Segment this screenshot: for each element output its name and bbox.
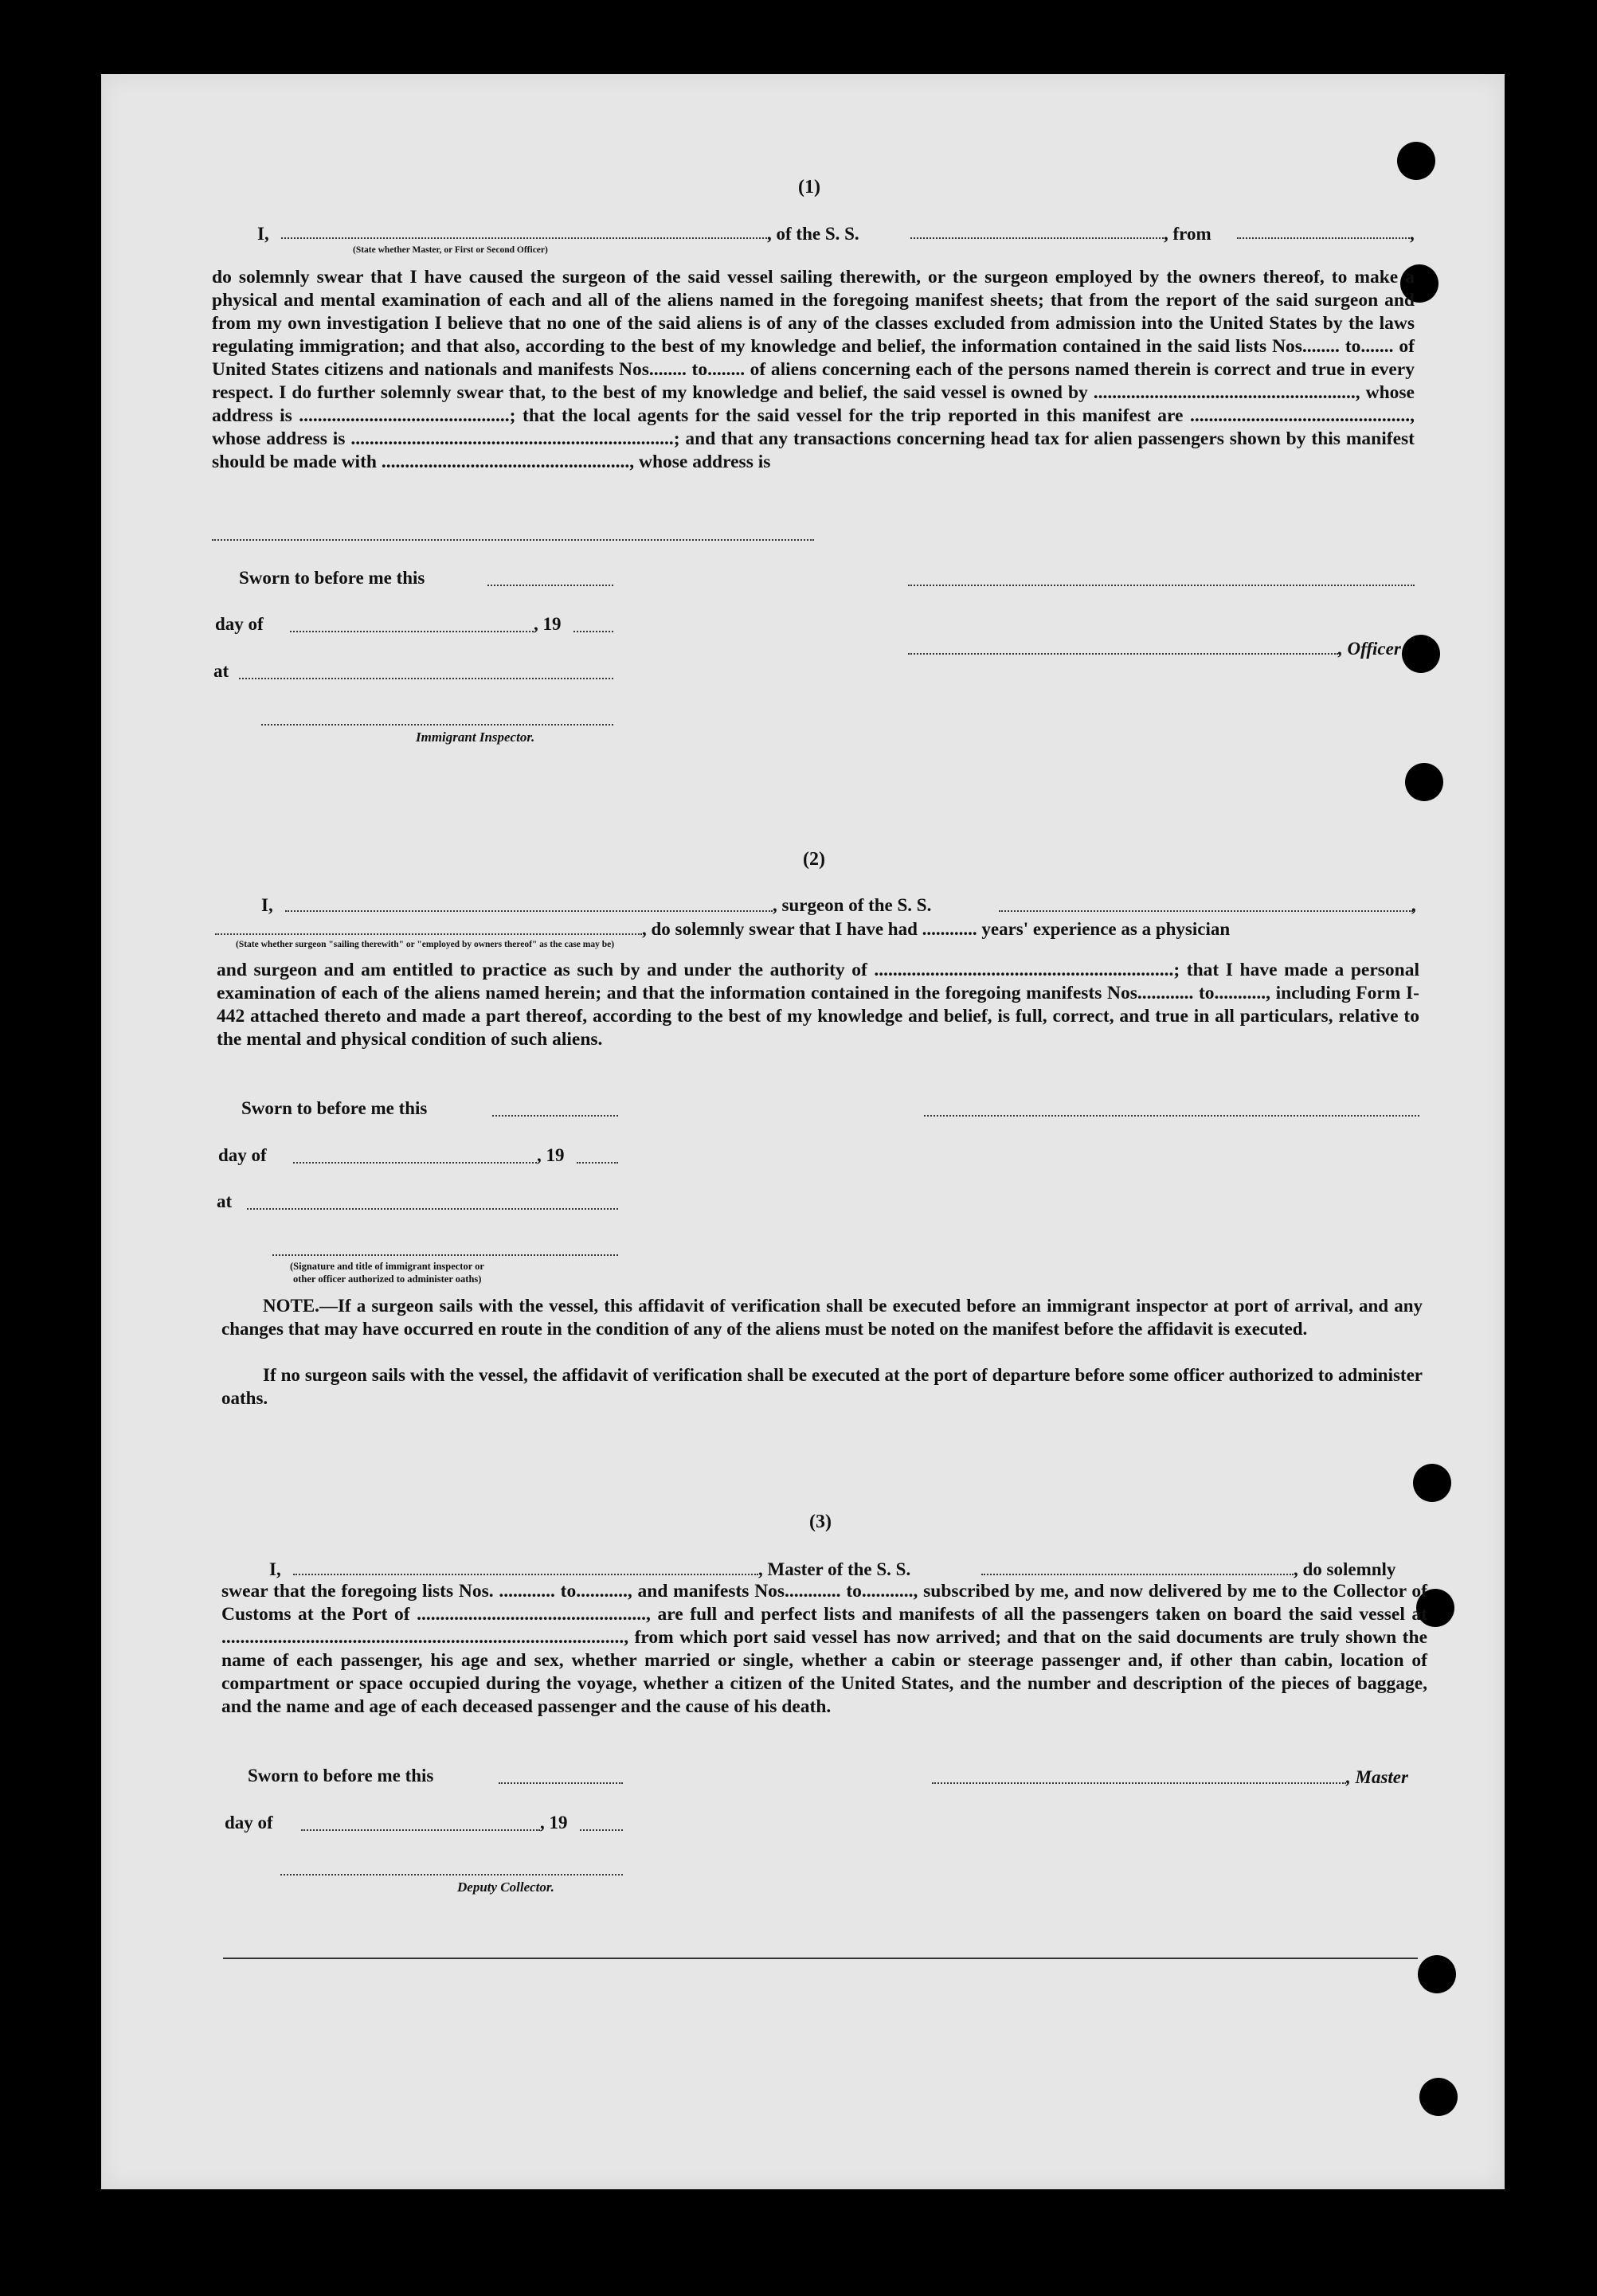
oath-line-i: I, — [269, 1559, 281, 1579]
section-1-paragraph: do solemnly swear that I have caused the surgeon of the said vessel sailing therewith, or the surgeon employed by the owners thereof, to make a physical and mental examination of each and all of the aliens named in the foregoing manifest sheets; that from the report of the said surgeon and from my own investigation I believe that no one of the said aliens is of any of the classes excluded from admission into the United States by the laws regulating immigration; and that also, according to the best of my knowledge and belief, the information contained in the said lists Nos........ to....... of United States citizens and nationals and manifests Nos........ to........ of aliens concerning each of the persons named therein is correct and true in every respect. I do further solemnly swear that, to the best of my knowledge and belief, the said vessel is owned by ........................................................, whose address is .............................................; that the local agents for the said vessel for the trip reported in this manifest are ..............................................., whose address is .....................................................................; and that any transactions concerning head tax for alien passengers shown by this manifest should be made with ....................................................., whose address is — [212, 267, 1415, 472]
blank-field — [577, 1162, 618, 1164]
blank-field — [212, 539, 814, 541]
punch-hole — [1402, 635, 1440, 673]
surgeon-caption: (State whether surgeon "sailing therewith" or "employed by owners thereof" as the case may be) — [236, 940, 615, 949]
blank-field — [285, 910, 773, 912]
punch-hole — [1405, 763, 1443, 801]
day-of-label: day of — [225, 1813, 273, 1832]
oath-line-vessel: , of the S. S. — [767, 224, 859, 244]
blank-field — [281, 237, 767, 239]
signature-caption: (Signature and title of immigrant inspector or — [290, 1261, 484, 1272]
signature-line — [908, 585, 1415, 586]
note-text: —If a surgeon sails with the vessel, this affidavit of verification shall be executed before an immigrant inspector at port of arrival, and any changes that may have occurred en route in the condition of any of the aliens must be noted on the manifest before the affidavit is executed. — [221, 1296, 1423, 1339]
blank-field — [487, 585, 613, 586]
oath-line-surgeon: , surgeon of the S. S. — [773, 895, 932, 915]
blank-field — [981, 1574, 1294, 1575]
master-title: , Master — [1346, 1767, 1408, 1787]
note-paragraph — [221, 1294, 1423, 1340]
blank-field — [910, 237, 1164, 239]
blank-field — [290, 631, 534, 632]
at-label: at — [217, 1191, 233, 1211]
blank-field — [573, 631, 613, 632]
signature-line — [932, 1782, 1346, 1784]
day-of-label: day of — [215, 614, 264, 634]
master-caption: (State whether Master, or First or Second Officer) — [353, 245, 548, 255]
oath-line-from: , from — [1164, 224, 1211, 244]
oath-line-comma: , — [1410, 224, 1415, 244]
section-3-paragraph: swear that the foregoing lists Nos. ............ to..........., and manifests Nos............ to..........., subscribed by me, and now delivered by me to the Collector of Customs at the Port of ................................................., are full and perfect lists and manifests of all the passengers taken on board the said vessel at ......................................................................................, from which port said vessel has now arrived; and that on the said documents are truly shown the name of each passenger, his age and sex, whether married or single, whether a cabin or steerage passenger and, if other than cabin, location of compartment or space occupied during the voyage, whether a citizen of the United States, and the number and description of the pieces of baggage, and the name and age of each deceased passenger and the cause of his death. — [221, 1581, 1427, 1717]
blank-field — [580, 1829, 623, 1831]
bottom-rule — [223, 1958, 1418, 1959]
oath-line-i: I, — [261, 895, 273, 915]
note-label: NOTE. — [263, 1296, 319, 1316]
deputy-collector-title: Deputy Collector. — [457, 1879, 554, 1895]
year-label: , 19 — [534, 614, 562, 634]
section-1-number: (1) — [798, 177, 820, 198]
punch-hole — [1418, 1955, 1456, 1993]
section-3-number: (3) — [809, 1512, 832, 1532]
blank-field — [215, 933, 642, 935]
blank-field — [999, 910, 1413, 912]
day-of-label: day of — [218, 1145, 267, 1165]
punch-hole — [1419, 2078, 1458, 2116]
section-2-number: (2) — [803, 849, 825, 870]
signature-line — [272, 1254, 618, 1256]
sworn-label: Sworn to before me this — [239, 568, 425, 588]
oath-line-comma: , — [1411, 895, 1416, 915]
blank-field — [293, 1162, 537, 1164]
oath-line-experience: , do solemnly swear that I have had ............ years' experience as a physician — [642, 919, 1231, 939]
blank-field — [239, 678, 613, 679]
blank-field — [293, 1574, 758, 1575]
year-label: , 19 — [540, 1813, 568, 1832]
oath-line-end: , do solemnly — [1294, 1559, 1396, 1579]
inspector-title: Immigrant Inspector. — [416, 729, 535, 745]
blank-field — [492, 1115, 618, 1117]
at-label: at — [213, 661, 229, 681]
punch-hole — [1413, 1464, 1451, 1502]
officer-label: , Officer — [1338, 639, 1401, 659]
blank-field — [301, 1829, 540, 1831]
blank-field — [499, 1782, 623, 1784]
signature-line — [908, 653, 1338, 655]
signature-line — [924, 1115, 1419, 1117]
signature-line — [280, 1874, 623, 1876]
signature-caption: other officer authorized to administer oaths) — [293, 1273, 482, 1285]
oath-line-master: , Master of the S. S. — [758, 1559, 911, 1579]
punch-hole — [1397, 142, 1435, 180]
year-label: , 19 — [537, 1145, 565, 1165]
signature-line — [261, 724, 613, 726]
section-2-paragraph: and surgeon and am entitled to practice as such by and under the authority of ................................................................; that I have made a personal examination of each of the aliens named herein; and that the information contained in the foregoing manifests Nos............ to..........., including Form I-442 attached thereto and made a part thereof, according to the best of my knowledge and belief, is full, correct, and true in all particulars, relative to the mental and physical condition of such aliens. — [217, 960, 1419, 1050]
sworn-label: Sworn to before me this — [241, 1098, 428, 1118]
sworn-label: Sworn to before me this — [248, 1766, 434, 1786]
oath-line-i: I, — [257, 224, 269, 244]
blank-field — [247, 1208, 618, 1210]
blank-field — [1237, 237, 1412, 239]
note-paragraph-2: If no surgeon sails with the vessel, the affidavit of verification shall be executed at the port of departure before some officer authorized to administer oaths. — [221, 1365, 1423, 1408]
